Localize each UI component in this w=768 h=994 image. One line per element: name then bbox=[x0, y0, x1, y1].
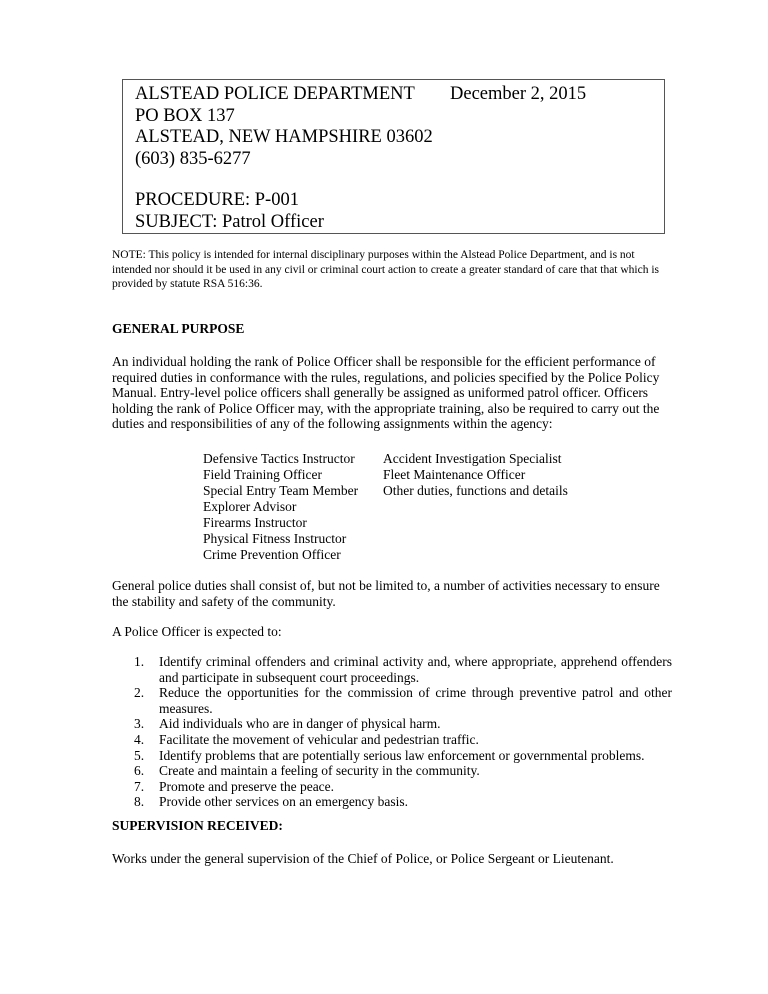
assignment-item: Defensive Tactics Instructor bbox=[203, 451, 355, 466]
expected-intro: A Police Officer is expected to: bbox=[112, 624, 282, 639]
assignment-item: Other duties, functions and details bbox=[383, 483, 568, 498]
assignment-item: Accident Investigation Specialist bbox=[383, 451, 562, 466]
list-item: 1. Identify criminal offenders and criminal activity and, where appropriate, apprehend offenders and participate in subsequent court proceedings. bbox=[134, 654, 672, 685]
assignments-column-2 bbox=[383, 451, 568, 499]
list-item: 2. Reduce the opportunities for the commission of crime through preventive patrol and other measures. bbox=[134, 685, 672, 716]
supervision-text: Works under the general supervision of the Chief of Police, or Police Sergeant or Lieutenant. bbox=[112, 851, 614, 866]
list-item: 7. Promote and preserve the peace. bbox=[134, 778, 335, 794]
general-duties-text: General police duties shall consist of, but not be limited to, a number of activities necessary to ensure the stability and safety of the community. bbox=[112, 578, 660, 609]
procedure-number: PROCEDURE: P-001 bbox=[135, 190, 299, 210]
assignment-item: Field Training Officer bbox=[203, 467, 322, 482]
list-item: 4. Facilitate the movement of vehicular and pedestrian traffic. bbox=[134, 731, 479, 747]
general-purpose-heading: GENERAL PURPOSE bbox=[112, 321, 245, 336]
list-item: 3. Aid individuals who are in danger of physical harm. bbox=[134, 716, 441, 732]
subject-line: SUBJECT: Patrol Officer bbox=[135, 211, 324, 232]
document-date: December 2, 2015 bbox=[450, 84, 587, 104]
assignments-column-1 bbox=[203, 451, 358, 563]
list-item: 5. Identify problems that are potentially serious law enforcement or governmental problems. bbox=[134, 747, 645, 763]
header-spacer bbox=[135, 170, 433, 190]
department-name: ALSTEAD POLICE DEPARTMENT bbox=[135, 84, 415, 104]
note-paragraph: NOTE: This policy is intended for internal disciplinary purposes within the Alstead Police Department, and is not intended nor should it be used in any civil or criminal court action to create a greater standard of care that that which is provided by statute RSA 516:36. bbox=[112, 249, 660, 290]
assignment-item: Special Entry Team Member bbox=[203, 483, 359, 498]
assignment-item: Fleet Maintenance Officer bbox=[383, 467, 526, 482]
header-box bbox=[122, 79, 665, 234]
phone-number: (603) 835-6277 bbox=[135, 148, 251, 169]
city-state: ALSTEAD, NEW HAMPSHIRE 03602 bbox=[135, 127, 433, 147]
general-purpose-text: An individual holding the rank of Police Officer shall be responsible for the efficient performance of required duties in conformance with the rules, regulations, and policies specified by the Police Policy Manual. Entry-level police officers shall generally be assigned as uniformed patrol officer. Officers holding the rank of Police Officer may, with the appropriate training, also be required to carry out the duties and responsibilities of any of the following assignments within the agency: bbox=[112, 354, 660, 432]
assignment-item: Physical Fitness Instructor bbox=[203, 531, 347, 546]
assignment-item: Explorer Advisor bbox=[203, 499, 297, 514]
list-item: 8. Provide other services on an emergency basis. bbox=[134, 794, 409, 810]
supervision-heading: SUPERVISION RECEIVED: bbox=[112, 818, 283, 833]
duties-list bbox=[112, 654, 672, 810]
header-left bbox=[135, 84, 433, 233]
list-item: 6. Create and maintain a feeling of security in the community. bbox=[134, 763, 480, 779]
assignment-item: Firearms Instructor bbox=[203, 515, 307, 530]
po-box: PO BOX 137 bbox=[135, 105, 235, 126]
assignment-item: Crime Prevention Officer bbox=[203, 547, 341, 562]
